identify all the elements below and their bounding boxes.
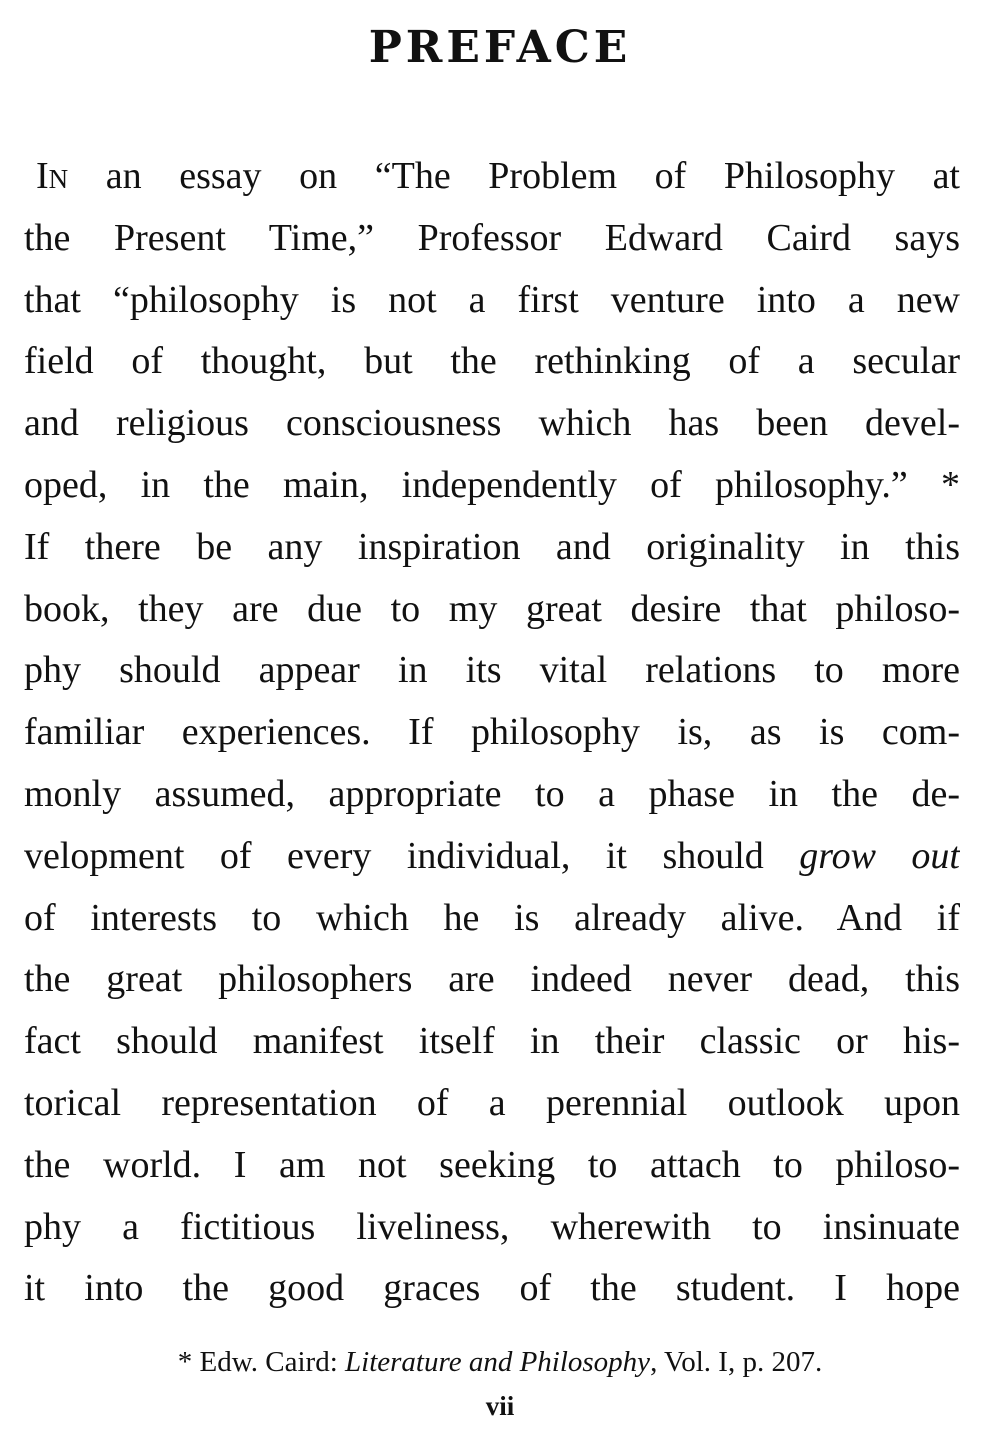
page-title: PREFACE bbox=[368, 22, 632, 73]
text-line-19: it into the good graces of the student. I hope bbox=[24, 1267, 960, 1310]
text-line-16: torical representation of a perennial outlook upon bbox=[24, 1081, 960, 1124]
text-line-11: monly assumed, appropriate to a phase in the de- bbox=[24, 772, 960, 815]
footnote bbox=[0, 1342, 1000, 1382]
text-line-14: the great philosophers are indeed never dead, this bbox=[24, 958, 960, 1001]
preface-paragraph bbox=[24, 146, 960, 1320]
text-line-3: that “philosophy is not a first venture into a new bbox=[24, 278, 960, 321]
text-line-9: phy should appear in its vital relations to more bbox=[24, 649, 960, 692]
emphasis-grow-out: grow out bbox=[799, 834, 960, 877]
text-line-7: If there be any inspiration and originality in this bbox=[24, 525, 960, 568]
text-line-1 bbox=[24, 146, 960, 208]
text-line-15: fact should manifest itself in their classic or his- bbox=[24, 1020, 960, 1063]
text-line-12-plain: velopment of every individual, it should bbox=[24, 834, 800, 877]
text-line-12 bbox=[24, 826, 960, 888]
footnote-prefix: * Edw. Caird: bbox=[177, 1346, 346, 1378]
page-number: vii bbox=[485, 1391, 515, 1421]
text-line-10: familiar experiences. If philosophy is, as is com- bbox=[24, 711, 960, 754]
text-line-13: of interests to which he is already alive. And if bbox=[24, 896, 960, 939]
text-line-8: book, they are due to my great desire that philoso- bbox=[24, 587, 960, 630]
footnote-suffix: , Vol. I, p. 207. bbox=[650, 1346, 823, 1378]
opening-smallcaps-word: In bbox=[36, 155, 69, 197]
text-line-17: the world. I am not seeking to attach to philoso- bbox=[24, 1143, 960, 1186]
footnote-book-title: Literature and Philosophy bbox=[345, 1346, 651, 1378]
text-line-4: field of thought, but the rethinking of a secular bbox=[24, 340, 960, 383]
text-line-2: the Present Time,” Professor Edward Caird says bbox=[24, 216, 960, 259]
text-line-5: and religious consciousness which has been devel- bbox=[24, 402, 960, 445]
text-line-18: phy a fictitious liveliness, wherewith to insinuate bbox=[24, 1205, 960, 1248]
text-line-1-rest: an essay on “The Problem of Philosophy at bbox=[68, 155, 960, 197]
text-line-6: oped, in the main, independently of philosophy.” * bbox=[24, 463, 960, 506]
